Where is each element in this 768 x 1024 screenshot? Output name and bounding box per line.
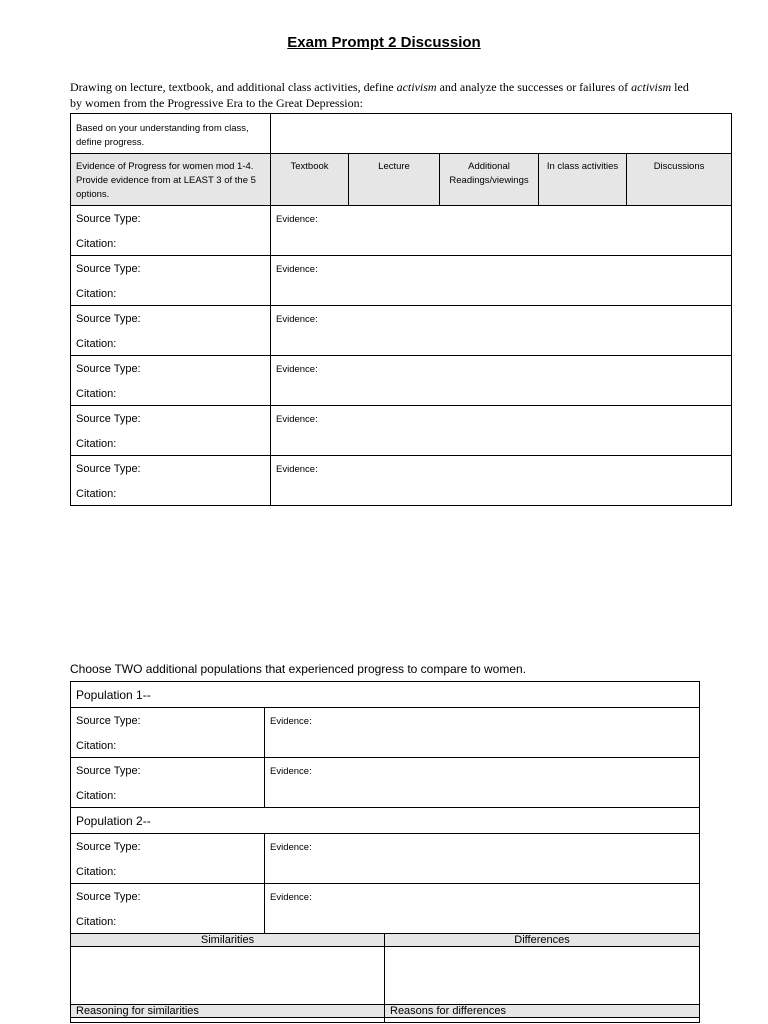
differences-header: Differences [385,934,700,947]
reasoning-similarities-header: Reasoning for similarities [71,1005,385,1018]
column-header-readings: Additional Readings/viewings [440,154,539,206]
evidence-cell[interactable] [271,456,732,506]
evidence-label: Evidence: [276,214,318,225]
column-header-discussions: Discussions [627,154,732,206]
source-type-label: Source Type: [76,841,141,853]
column-header-textbook: Textbook [271,154,349,206]
source-cell[interactable] [71,834,265,884]
evidence-header-row [71,154,732,206]
citation-label: Citation: [76,488,117,500]
column-header-class-activities: In class activities [539,154,627,206]
citation-label: Citation: [76,790,117,802]
evidence-row [71,406,732,456]
define-progress-answer-field[interactable] [271,114,732,154]
source-cell[interactable] [71,406,271,456]
source-type-label: Source Type: [76,363,141,375]
population-evidence-row [71,708,700,758]
evidence-table [70,113,732,506]
similarities-answer-field[interactable] [71,947,385,1005]
citation-label: Citation: [76,238,117,250]
evidence-cell[interactable] [265,758,700,808]
citation-label: Citation: [76,916,117,928]
comparison-header-row [71,934,700,947]
page-title: Exam Prompt 2 Discussion [287,34,481,51]
column-header-lecture: Lecture [349,154,440,206]
similarities-header: Similarities [71,934,385,947]
reasoning-header-row [71,1005,700,1018]
evidence-cell[interactable] [271,406,732,456]
evidence-row [71,356,732,406]
evidence-cell[interactable] [265,884,700,934]
evidence-row [71,456,732,506]
evidence-label: Evidence: [270,716,312,727]
evidence-cell[interactable] [271,356,732,406]
evidence-label: Evidence: [276,364,318,375]
intro-text-2: and analyze the successes or failures of [436,80,632,94]
evidence-label: Evidence: [270,766,312,777]
evidence-label: Evidence: [270,892,312,903]
population-evidence-row [71,834,700,884]
evidence-cell[interactable] [271,306,732,356]
evidence-row [71,256,732,306]
population-1-row [71,682,700,708]
populations-table [70,681,700,1023]
source-type-label: Source Type: [76,313,141,325]
citation-label: Citation: [76,288,117,300]
evidence-cell[interactable] [265,708,700,758]
source-type-label: Source Type: [76,413,141,425]
population-1-field[interactable] [71,682,700,708]
source-type-label: Source Type: [76,463,141,475]
population-evidence-row [71,758,700,808]
source-type-label: Source Type: [76,891,141,903]
evidence-label: Evidence: [276,264,318,275]
source-cell[interactable] [71,306,271,356]
intro-emphasis-2: activism [631,80,672,94]
reasons-differences-field[interactable] [385,1018,700,1023]
source-cell[interactable] [71,256,271,306]
citation-label: Citation: [76,740,117,752]
evidence-label: Evidence: [276,464,318,475]
evidence-label: Evidence: [276,414,318,425]
source-cell[interactable] [71,708,265,758]
source-cell[interactable] [71,356,271,406]
define-progress-row [71,114,732,154]
source-type-label: Source Type: [76,263,141,275]
evidence-row [71,306,732,356]
source-cell[interactable] [71,456,271,506]
source-type-label: Source Type: [76,213,141,225]
citation-label: Citation: [76,438,117,450]
reasoning-answer-row [71,1018,700,1023]
citation-label: Citation: [76,388,117,400]
source-type-label: Source Type: [76,715,141,727]
population-2-label: Population 2-- [76,814,151,828]
evidence-cell[interactable] [265,834,700,884]
evidence-cell[interactable] [271,206,732,256]
intro-text-1: Drawing on lecture, textbook, and additional class activities, define [70,80,397,94]
source-cell[interactable] [71,758,265,808]
reasons-differences-header: Reasons for differences [385,1005,700,1018]
population-2-field[interactable] [71,808,700,834]
evidence-cell[interactable] [271,256,732,306]
citation-label: Citation: [76,338,117,350]
intro-text-3: led by women from the Progressive Era to the Great Depression: [70,80,689,110]
source-type-label: Source Type: [76,765,141,777]
intro-paragraph [70,79,700,111]
source-cell[interactable] [71,206,271,256]
evidence-row [71,206,732,256]
reasoning-similarities-field[interactable] [71,1018,385,1023]
citation-label: Citation: [76,866,117,878]
population-2-row [71,808,700,834]
define-progress-label: Based on your understanding from class, define progress. [71,114,271,154]
evidence-instructions: Evidence of Progress for women mod 1-4. Provide evidence from at LEAST 3 of the 5 options. [71,154,271,206]
differences-answer-field[interactable] [385,947,700,1005]
source-cell[interactable] [71,884,265,934]
populations-instruction: Choose TWO additional populations that experienced progress to compare to women. [70,662,527,676]
population-evidence-row [71,884,700,934]
comparison-answer-row [71,947,700,1005]
intro-emphasis-1: activism [396,80,437,94]
population-1-label: Population 1-- [76,688,151,702]
evidence-label: Evidence: [276,314,318,325]
evidence-label: Evidence: [270,842,312,853]
